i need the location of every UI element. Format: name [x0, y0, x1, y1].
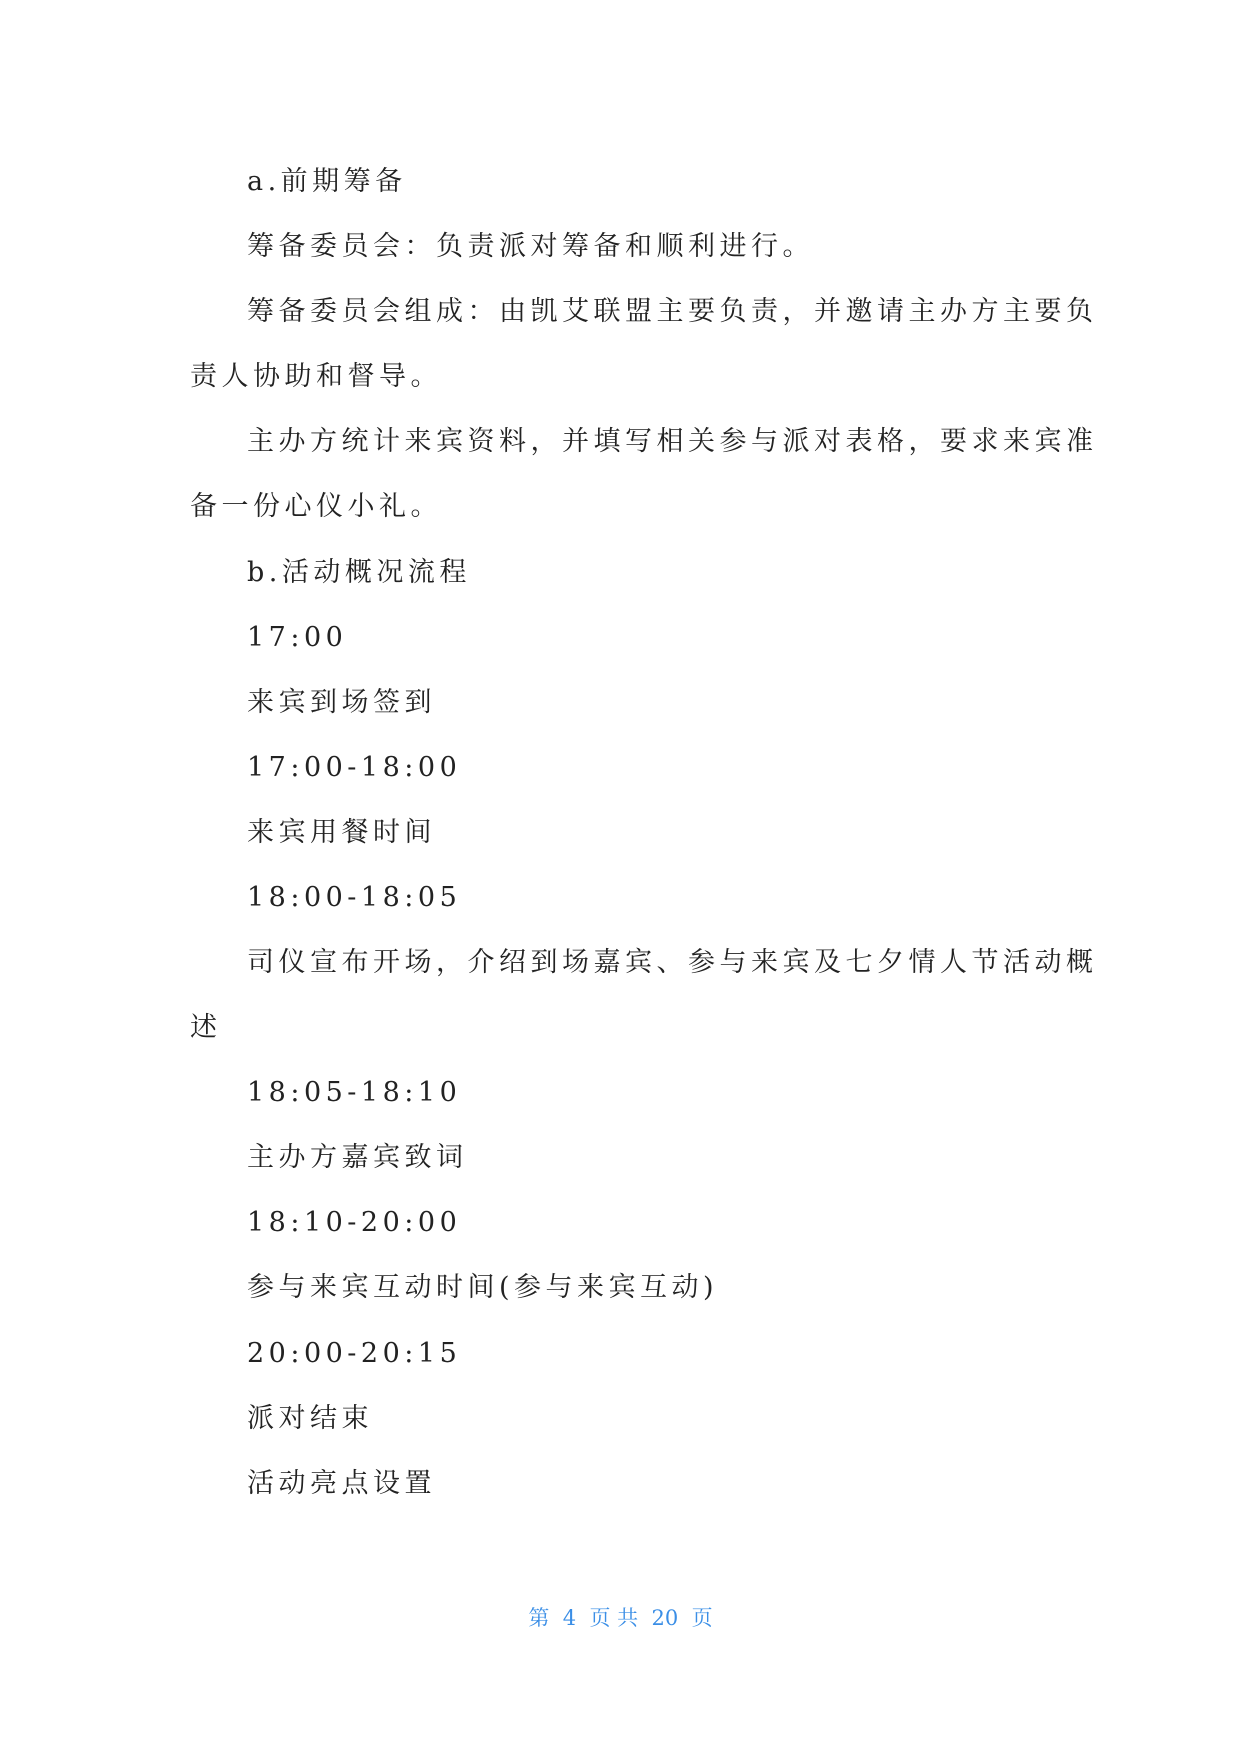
- schedule-item: 参与来宾互动时间(参与来宾互动): [247, 1272, 719, 1303]
- schedule-item: 主办方嘉宾致词: [247, 1142, 468, 1173]
- schedule-item: 来宾到场签到: [247, 687, 436, 718]
- heading-preparation: a.前期筹备: [247, 166, 407, 197]
- heading-schedule: b.活动概况流程: [247, 557, 471, 588]
- schedule-time: 20:00-20:15: [247, 1338, 462, 1369]
- schedule-item: 来宾用餐时间: [247, 817, 436, 848]
- schedule-item-cont: 述: [190, 1012, 222, 1043]
- heading-highlights: 活动亮点设置: [247, 1468, 436, 1499]
- schedule-time: 18:10-20:00: [247, 1207, 462, 1238]
- paragraph-host-stats: 主办方统计来宾资料，并填写相关参与派对表格，要求来宾准: [247, 426, 1098, 457]
- paragraph-committee-composition: 筹备委员会组成：由凯艾联盟主要负责，并邀请主办方主要负: [247, 296, 1098, 327]
- schedule-time: 17:00-18:00: [247, 752, 462, 783]
- paragraph-committee-composition-cont: 责人协助和督导。: [190, 361, 442, 392]
- schedule-time: 18:05-18:10: [247, 1077, 462, 1108]
- schedule-item: 派对结束: [247, 1403, 373, 1434]
- paragraph-committee: 筹备委员会：负责派对筹备和顺利进行。: [247, 231, 814, 262]
- page-number-footer: 第 4 页 共 20 页: [528, 1606, 713, 1630]
- schedule-time: 17:00: [247, 622, 348, 653]
- paragraph-host-stats-cont: 备一份心仪小礼。: [190, 491, 442, 522]
- schedule-item: 司仪宣布开场，介绍到场嘉宾、参与来宾及七夕情人节活动概: [247, 947, 1098, 978]
- schedule-time: 18:00-18:05: [247, 882, 462, 913]
